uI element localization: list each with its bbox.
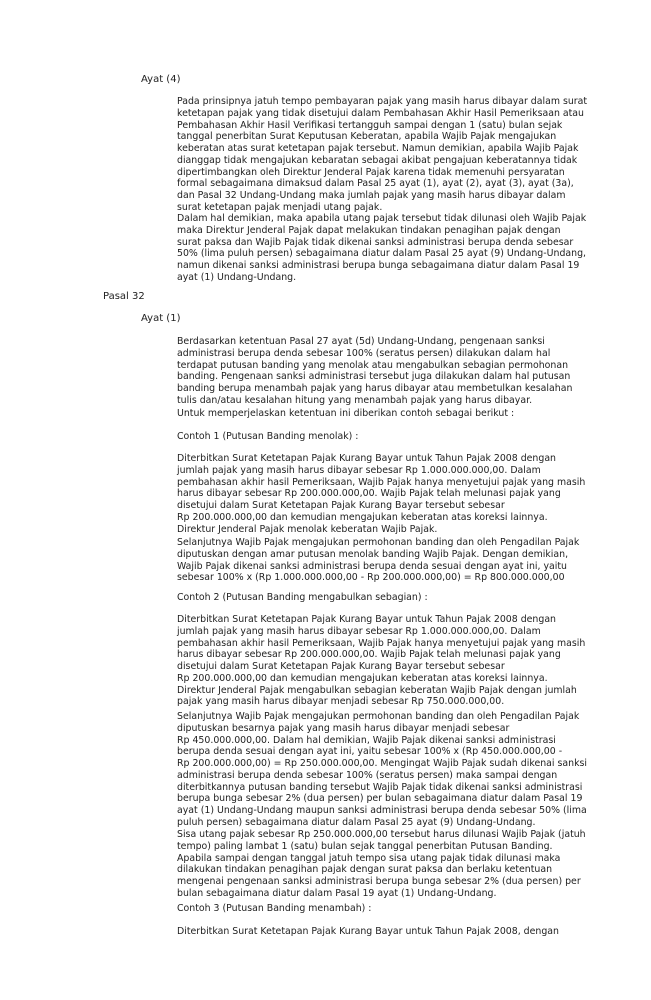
text-line: harus dibayar sebesar Rp 200.000.000,00. Wajib Pajak telah melunasi pajak yang: [177, 488, 561, 500]
text-line: Pada prinsipnya jatuh tempo pembayaran pajak yang masih harus dibayar dalam surat: [177, 96, 588, 107]
text-line: Selanjutnya Wajib Pajak mengajukan permohonan banding dan oleh Pengadilan Pajak: [177, 537, 580, 548]
text-line: tanggal penerbitan Surat Keputusan Keberatan, apabila Wajib Pajak mengajukan: [177, 131, 557, 143]
text-line: Rp 200.000.000,00) = Rp 250.000.000,00. Mengingat Wajib Pajak sudah dikenai sanksi: [177, 758, 587, 769]
text-line: maka Direktur Jenderal Pajak dapat melakukan tindakan penagihan pajak dengan: [177, 224, 561, 236]
ayat4-paragraph: [177, 213, 587, 284]
text-line: terdapat putusan banding yang menolak atau mengabulkan sebagian permohonan: [177, 359, 569, 371]
text-line: diputuskan dengan amar putusan menolak banding Wajib Pajak. Dengan demikian,: [177, 548, 569, 560]
text-line: dipertimbangkan oleh Direktur Jenderal Pajak karena tidak memenuhi persyaratan: [177, 166, 565, 178]
example-3-heading: [177, 903, 577, 915]
text-line: disetujui dalam Surat Ketetapan Pajak Kurang Bayar tersebut sebesar: [177, 500, 505, 511]
text-line: disetujui dalam Surat Ketetapan Pajak Kurang Bayar tersebut sebesar: [177, 661, 505, 672]
text-line: pajak yang masih harus dibayar menjadi sebesar Rp 750.000.000,00.: [177, 696, 505, 708]
text-line: Rp 450.000.000,00. Dalam hal demikian, Wajib Pajak dikenai sanksi administrasi: [177, 734, 556, 746]
text-line: Direktur Jenderal Pajak menolak keberatan Wajib Pajak.: [177, 523, 438, 535]
text-line: tulis dan/atau kesalahan hitung yang menambah pajak yang harus dibayar.: [177, 394, 533, 406]
text-line: Untuk memperjelaskan ketentuan ini diberikan contoh sebagai berikut :: [177, 408, 515, 419]
text-line: berupa denda sesuai dengan ayat ini, yaitu sebesar 100% x (Rp 450.000.000,00 -: [177, 746, 563, 758]
pasal32-paragraph: [177, 537, 580, 584]
text-line: formal sebagaimana dimaksud dalam Pasal 25 ayat (1), ayat (2), ayat (3), ayat (3a),: [177, 178, 574, 190]
text-line: pembahasan akhir hasil Pemeriksaan, Wajib Pajak hanya menyetujui pajak yang masih: [177, 476, 586, 488]
pasal32-paragraph: [177, 829, 586, 900]
text-line: surat paksa dan Wajib Pajak tidak dikenai sanksi administrasi berupa denda sebesar: [177, 236, 574, 248]
pasal-32-heading: Pasal 32: [103, 291, 145, 302]
text-line: Rp 200.000.000,00 dan kemudian mengajukan keberatan atas koreksi lainnya.: [177, 511, 548, 523]
text-line: diputuskan besarnya pajak yang masih harus dibayar menjadi sebesar: [177, 722, 510, 734]
text-line: dan Pasal 32 Undang-Undang maka jumlah pajak yang masih harus dibayar dalam: [177, 190, 566, 201]
pasal32-paragraph: [177, 926, 577, 938]
text-line: 50% (lima puluh persen) sebagaimana diatur dalam Pasal 25 ayat (9) Undang-Undang,: [177, 248, 587, 260]
ayat4-paragraph: [177, 96, 588, 214]
text-line: surat ketetapan pajak menjadi utang pajak.: [177, 201, 383, 213]
pasal32-paragraph: [177, 336, 577, 407]
text-line: Selanjutnya Wajib Pajak mengajukan permohonan banding dan oleh Pengadilan Pajak: [177, 711, 580, 722]
text-line: ayat (1) Undang-Undang.: [177, 271, 297, 283]
text-line: tempo) paling lambat 1 (satu) bulan sejak tanggal penerbitan Putusan Banding.: [177, 840, 553, 852]
text-line: ayat (1) Undang-Undang maupun sanksi administrasi berupa denda sebesar 50% (lima: [177, 805, 587, 816]
text-line: keberatan atas surat ketetapan pajak tersebut. Namun demikian, apabila Wajib Pajak: [177, 143, 579, 154]
pasal32-paragraph: [177, 453, 586, 535]
example-1-heading: [177, 431, 577, 443]
text-line: dianggap tidak mengajukan kebaratan sebagai akibat pengajuan keberatannya tidak: [177, 154, 578, 166]
text-line: jumlah pajak yang masih harus dibayar sebesar Rp 1.000.000.000,00. Dalam: [177, 464, 541, 476]
text-line: Contoh 1 (Putusan Banding menolak) :: [177, 431, 359, 442]
text-line: Direktur Jenderal Pajak mengabulkan sebagian keberatan Wajib Pajak dengan jumlah: [177, 684, 577, 696]
text-line: Contoh 2 (Putusan Banding mengabulkan sebagian) :: [177, 592, 428, 603]
text-line: ketetapan pajak yang tidak disetujui dalam Pembahasan Akhir Hasil Pemeriksaan atau: [177, 107, 584, 119]
text-line: Berdasarkan ketentuan Pasal 27 ayat (5d) Undang-Undang, pengenaan sanksi: [177, 336, 545, 347]
text-line: banding. Pengenaan sanksi administrasi tersebut juga dilakukan dalam hal putusan: [177, 371, 571, 383]
text-line: Sisa utang pajak sebesar Rp 250.000.000,00 tersebut harus dilunasi Wajib Pajak (jatuh: [177, 829, 586, 840]
text-line: Wajib Pajak dikenai sanksi administrasi berupa denda sesuai dengan ayat ini, yaitu: [177, 560, 567, 572]
text-line: puluh persen) sebagaimana diatur dalam Pasal 25 ayat (9) Undang-Undang.: [177, 816, 536, 828]
text-line: Rp 200.000.000,00 dan kemudian mengajukan keberatan atas koreksi lainnya.: [177, 672, 548, 684]
text-line: pembahasan akhir hasil Pemeriksaan, Wajib Pajak hanya menyetujui pajak yang masih: [177, 637, 586, 649]
pasal32-paragraph: [177, 408, 577, 420]
ayat-1-heading: Ayat (1): [141, 313, 181, 324]
pasal32-paragraph: [177, 614, 586, 708]
text-line: namun dikenai sanksi administrasi berupa bunga sebagaimana diatur dalam Pasal 19: [177, 260, 580, 271]
text-line: harus dibayar sebesar Rp 200.000.000,00. Wajib Pajak telah melunasi pajak yang: [177, 649, 561, 661]
text-line: berupa bunga sebesar 2% (dua persen) per bulan sebagaimana diatur dalam Pasal 19: [177, 793, 583, 805]
text-line: administrasi berupa denda sebesar 100% (seratus persen) dilakukan dalam hal: [177, 347, 551, 359]
text-line: jumlah pajak yang masih harus dibayar sebesar Rp 1.000.000.000,00. Dalam: [177, 625, 541, 637]
text-line: Diterbitkan Surat Ketetapan Pajak Kurang Bayar untuk Tahun Pajak 2008 dengan: [177, 453, 556, 464]
text-line: diterbitkannya putusan banding tersebut Wajib Pajak tidak dikenai sanksi administrasi: [177, 781, 583, 793]
text-line: Dalam hal demikian, maka apabila utang pajak tersebut tidak dilunasi oleh Wajib Pajak: [177, 213, 587, 224]
text-line: Apabila sampai dengan tanggal jatuh tempo sisa utang pajak tidak dilunasi maka: [177, 852, 561, 864]
pasal32-paragraph: [177, 711, 587, 829]
text-line: sebesar 100% x (Rp 1.000.000.000,00 - Rp 200.000.000,00) = Rp 800.000.000,00: [177, 572, 565, 584]
text-line: dilakukan tindakan penagihan pajak dengan surat paksa dan berlaku ketentuan: [177, 864, 553, 876]
text-line: bulan sebagaimana diatur dalam Pasal 19 ayat (1) Undang-Undang.: [177, 887, 497, 899]
example-2-heading: [177, 592, 577, 604]
text-line: administrasi berupa denda sebesar 100% (seratus persen) maka sampai dengan: [177, 769, 558, 781]
text-line: Diterbitkan Surat Ketetapan Pajak Kurang Bayar untuk Tahun Pajak 2008, dengan: [177, 926, 559, 937]
text-line: banding berupa menambah pajak yang harus dibayar atau membetulkan kesalahan: [177, 383, 573, 394]
text-line: mengenai pengenaan sanksi administrasi berupa bunga sebesar 2% (dua persen) per: [177, 876, 581, 887]
text-line: Diterbitkan Surat Ketetapan Pajak Kurang Bayar untuk Tahun Pajak 2008 dengan: [177, 614, 556, 625]
ayat-4-heading: Ayat (4): [141, 74, 181, 85]
text-line: Contoh 3 (Putusan Banding menambah) :: [177, 903, 372, 914]
text-line: Pembahasan Akhir Hasil Verifikasi tertangguh sampai dengan 1 (satu) bulan sejak: [177, 119, 563, 131]
